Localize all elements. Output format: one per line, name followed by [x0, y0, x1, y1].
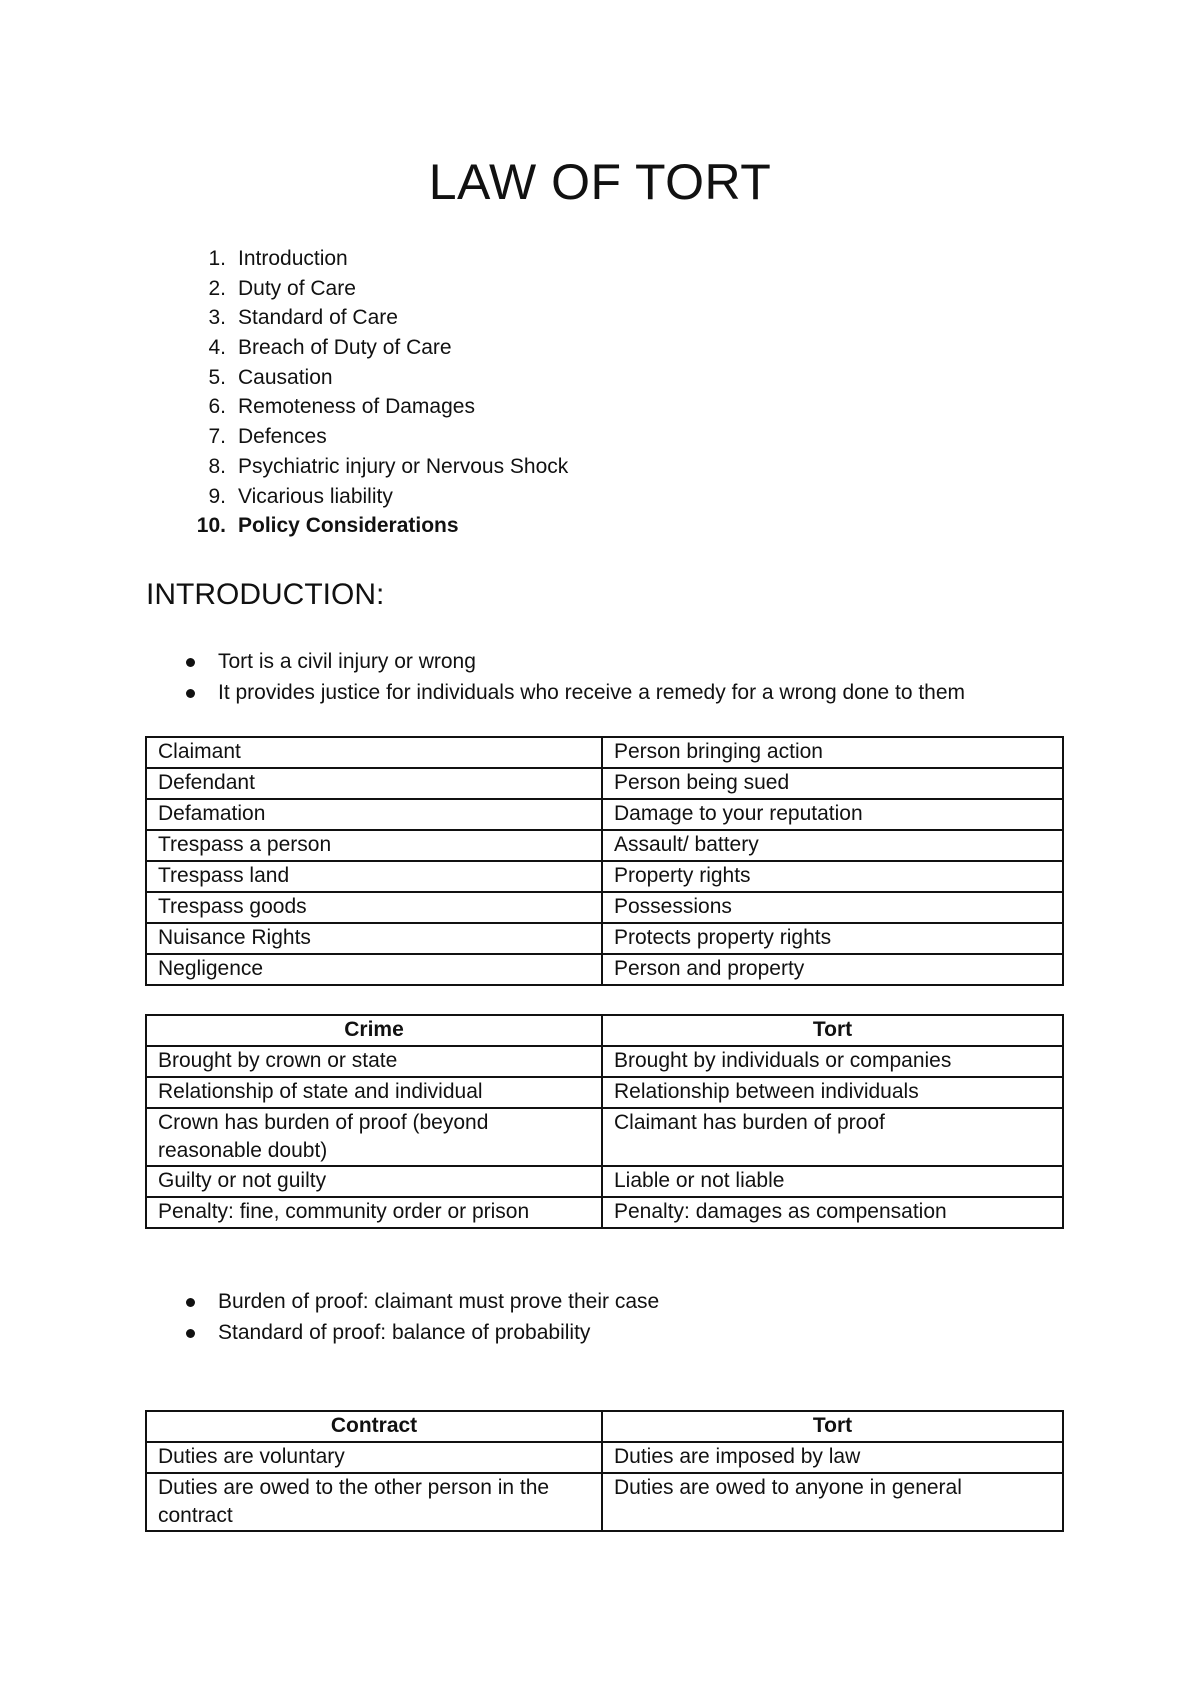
contents-item: [146, 422, 568, 452]
table-row: [146, 923, 1063, 954]
contents-number: 8.: [208, 454, 226, 478]
table-row: [146, 1442, 1063, 1473]
contents-item: [146, 244, 568, 274]
table-cell: Property rights: [602, 861, 1063, 892]
bullet-icon: [186, 1298, 195, 1307]
bullet-text: Standard of proof: balance of probability: [218, 1321, 591, 1344]
table-cell: Duties are owed to anyone in general: [602, 1473, 1063, 1531]
contents-label: Psychiatric injury or Nervous Shock: [238, 454, 569, 478]
contents-label: Breach of Duty of Care: [238, 336, 452, 360]
table-header-cell: Contract: [146, 1411, 602, 1442]
bullet-item: [180, 677, 965, 708]
contents-number: 2.: [208, 276, 226, 300]
contents-number: 3.: [208, 306, 226, 330]
contents-label: Defences: [238, 425, 327, 449]
table-cell: Person being sued: [602, 768, 1063, 799]
table-cell: Defamation: [146, 799, 602, 830]
table-cell: Liable or not liable: [602, 1166, 1063, 1197]
table-cell: Crown has burden of proof (beyond reasonable doubt): [146, 1108, 602, 1166]
table-cell: Trespass goods: [146, 892, 602, 923]
contents-item: [146, 333, 568, 363]
table-row: [146, 799, 1063, 830]
table-row: [146, 892, 1063, 923]
bullet-icon: [186, 689, 195, 698]
contents-item: [146, 303, 568, 333]
table-cell: Person bringing action: [602, 737, 1063, 768]
crime-tort-table: [145, 1014, 1064, 1229]
table-cell: Person and property: [602, 954, 1063, 985]
contents-item: [146, 452, 568, 482]
bullet-icon: [186, 1329, 195, 1338]
contents-label: Policy Considerations: [238, 514, 459, 538]
contents-label: Causation: [238, 365, 333, 389]
bullet-text: It provides justice for individuals who receive a remedy for a wrong done to them: [218, 681, 966, 704]
table-cell: Trespass land: [146, 861, 602, 892]
table-cell: Penalty: damages as compensation: [602, 1197, 1063, 1228]
contents-label: Duty of Care: [238, 276, 356, 300]
bullet-item: [180, 1286, 659, 1317]
table-row: [146, 1166, 1063, 1197]
table-cell: Brought by individuals or companies: [602, 1046, 1063, 1077]
proof-bullet-list: [180, 1286, 659, 1348]
table-cell: Possessions: [602, 892, 1063, 923]
contents-number: 10.: [196, 514, 226, 538]
contents-item: [146, 274, 568, 304]
table-header-cell: Tort: [602, 1015, 1063, 1046]
table-cell: Relationship between individuals: [602, 1077, 1063, 1108]
table-cell: Damage to your reputation: [602, 799, 1063, 830]
contents-number: 7.: [208, 425, 226, 449]
contents-number: 5.: [208, 365, 226, 389]
contents-label: Introduction: [238, 247, 348, 270]
introduction-bullet-list: [180, 646, 965, 708]
table-header-cell: Crime: [146, 1015, 602, 1046]
bullet-icon: [186, 658, 195, 667]
table-cell: Guilty or not guilty: [146, 1166, 602, 1197]
table-cell: Claimant has burden of proof: [602, 1108, 1063, 1166]
table-row: [146, 1473, 1063, 1531]
contents-number: 6.: [208, 395, 226, 419]
table-row: [146, 1197, 1063, 1228]
table-cell: Defendant: [146, 768, 602, 799]
table-header-row: [146, 1015, 1063, 1046]
contents-number: 1.: [208, 247, 226, 270]
table-cell: Relationship of state and individual: [146, 1077, 602, 1108]
table-cell: Negligence: [146, 954, 602, 985]
contents-item: [146, 363, 568, 393]
contents-label: Standard of Care: [238, 306, 398, 330]
bullet-item: [180, 646, 965, 677]
table-row: [146, 861, 1063, 892]
table-cell: Duties are voluntary: [146, 1442, 602, 1473]
table-row: [146, 954, 1063, 985]
table-row: [146, 830, 1063, 861]
bullet-text: Tort is a civil injury or wrong: [218, 650, 476, 673]
contents-label: Vicarious liability: [238, 484, 393, 508]
table-row: [146, 1077, 1063, 1108]
contents-item: [146, 511, 568, 541]
table-row: [146, 768, 1063, 799]
table-cell: Penalty: fine, community order or prison: [146, 1197, 602, 1228]
table-cell: Protects property rights: [602, 923, 1063, 954]
bullet-text: Burden of proof: claimant must prove their case: [218, 1290, 660, 1313]
table-cell: Duties are imposed by law: [602, 1442, 1063, 1473]
bullet-item: [180, 1317, 659, 1348]
contents-item: [146, 392, 568, 422]
table-row: [146, 1046, 1063, 1077]
table-row: [146, 1108, 1063, 1166]
contract-tort-table: [145, 1410, 1064, 1532]
document-title: LAW OF TORT: [428, 154, 772, 210]
table-row: [146, 737, 1063, 768]
table-cell: Trespass a person: [146, 830, 602, 861]
table-cell: Brought by crown or state: [146, 1046, 602, 1077]
contents-number: 9.: [208, 484, 226, 508]
contents-item: [146, 482, 568, 512]
contents-list: [146, 244, 568, 541]
table-cell: Assault/ battery: [602, 830, 1063, 861]
contents-label: Remoteness of Damages: [238, 395, 475, 419]
table-header-cell: Tort: [602, 1411, 1063, 1442]
table-cell: Claimant: [146, 737, 602, 768]
terms-table: [145, 736, 1064, 986]
contents-number: 4.: [208, 336, 226, 360]
table-header-row: [146, 1411, 1063, 1442]
table-cell: Duties are owed to the other person in the contract: [146, 1473, 602, 1531]
introduction-heading: INTRODUCTION:: [146, 578, 385, 611]
table-cell: Nuisance Rights: [146, 923, 602, 954]
